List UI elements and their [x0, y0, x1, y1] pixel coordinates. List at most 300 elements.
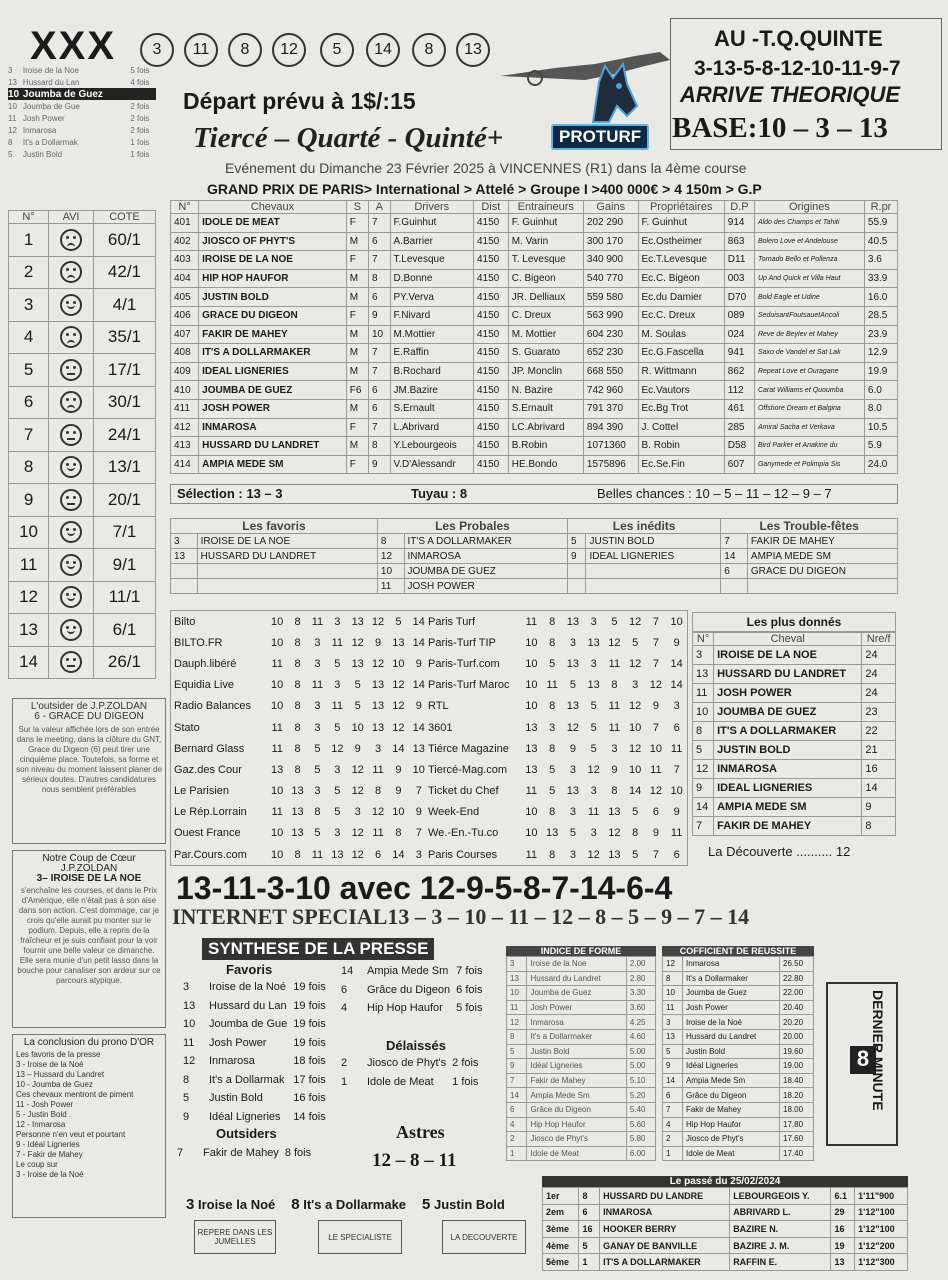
coef-cell: 18.40	[780, 1073, 814, 1088]
coef-cell: 20.40	[780, 1000, 814, 1015]
pick-circle: 8	[412, 33, 446, 67]
conclusion-line: Ces chevaux mentront de piment	[16, 1090, 134, 1099]
runner-cell: JR. Delliaux	[508, 288, 583, 307]
plus-cell: 9	[693, 779, 714, 798]
press-row	[171, 844, 429, 865]
favoris-cell: JOSH POWER	[404, 579, 567, 594]
coef-row	[663, 1015, 814, 1030]
synthese-favoris-row	[180, 1052, 329, 1071]
indice-cell: 13	[507, 971, 527, 986]
indice-cell: Iroise de la Noe	[527, 957, 626, 972]
synthese-favoris-row-cell: 19 fois	[293, 999, 326, 1012]
runner-cell: 862	[724, 362, 754, 381]
coef-cell: 22.00	[780, 986, 814, 1001]
synthese-favoris-row-cell: 3	[183, 981, 190, 994]
runners-header-cell: R.pr	[864, 201, 897, 214]
favoris-table	[170, 518, 898, 594]
press-number: 10	[392, 806, 405, 819]
synthese-favoris-row	[180, 1015, 329, 1034]
coef-cell: Inmarosa	[682, 957, 779, 972]
runner-cell: T.Levesque	[390, 251, 473, 270]
synthese-favoris-row-cell: 8	[183, 1073, 190, 1086]
coef-cell: Hussard du Landret	[682, 1029, 779, 1044]
mouth-shape	[67, 405, 75, 409]
option-button[interactable]: REPERE DANS LES JUMELLES	[194, 1220, 276, 1254]
press-number: 3	[590, 657, 597, 670]
avi-number: 13	[9, 614, 49, 647]
mini-cell: 1 fois	[130, 149, 150, 159]
press-number: 10	[629, 721, 642, 734]
avi-number: 11	[9, 549, 49, 582]
conclusion-title: La conclusion du prono D'OR	[23, 1037, 155, 1048]
runner-cell: Ganymede et Polimpia Sis	[754, 455, 864, 474]
synthese-right-row	[338, 999, 485, 1018]
runners-header-cell: Origines	[754, 201, 864, 214]
mouth-shape	[67, 438, 75, 442]
press-number: 5	[611, 615, 618, 628]
indice-cell: Hip Hop Haufor	[527, 1117, 626, 1132]
passe-cell: 3ème	[543, 1221, 579, 1238]
arrive-theorique: ARRIVE THEORIQUE	[680, 82, 901, 107]
coupcoeur-text: s'enchaîne les courses, et dans le Prix d'Amérique, elle n'était pas à son aise dans son action. C'est dommage, car je crois qu'elle aurait pu monter sur le podium. Depuis, elle a repris de la fraîcheur et je suis confiant pour la voir fournir une belle valeur ce dimanche. Elle sera munie d'un petit lasso dans la bouche pour canaliser son ardeur sur ce parcours atypique.	[17, 886, 161, 985]
coef-cell: 3	[663, 1015, 683, 1030]
synthese-favoris-row-cell: 18 fois	[293, 1055, 326, 1068]
synthese-right-row-cell: 6	[341, 983, 348, 996]
synthese-favoris-row-cell: It's a Dollarmak	[209, 1073, 285, 1086]
press-number: 5	[314, 763, 321, 776]
press-number: 14	[670, 679, 683, 692]
avi-header-cell: N°	[9, 211, 49, 224]
race-title: Tiercé – Quarté - Quinté+	[193, 122, 504, 154]
depart-time: Départ prévu à 1$/:15	[183, 88, 416, 114]
mouth-shape	[67, 305, 75, 309]
press-number: 13	[412, 742, 425, 755]
press-number: 12	[371, 657, 385, 670]
runner-cell: M	[346, 362, 368, 381]
indice-row	[507, 1059, 656, 1074]
press-number: 8	[314, 806, 321, 819]
press-number: 8	[611, 785, 618, 798]
runner-cell: 409	[171, 362, 199, 381]
plus-cell: JOUMBA DE GUEZ	[714, 703, 862, 722]
press-number: 5	[549, 763, 556, 776]
indice-row	[507, 986, 656, 1001]
press-number: 3	[374, 742, 382, 755]
press-number: 5	[549, 785, 556, 798]
indice-row	[507, 1073, 656, 1088]
press-number: 10	[412, 763, 425, 776]
favoris-cell	[721, 579, 748, 594]
runner-cell: 914	[724, 214, 754, 233]
avi-row	[9, 321, 156, 354]
press-source: Gaz.des Cour	[174, 763, 242, 776]
press-number: 5	[395, 615, 402, 628]
press-number: 5	[590, 742, 597, 755]
press-number: 8	[549, 636, 556, 649]
mini-cell: 11	[8, 113, 17, 123]
plus-row	[693, 798, 896, 817]
runner-cell: 652 230	[583, 344, 638, 363]
runner-cell: 411	[171, 399, 199, 418]
passe-cell: INMAROSA	[600, 1204, 730, 1221]
delaisses-row	[338, 1054, 481, 1073]
press-number: 11	[525, 848, 538, 861]
runner-cell: 19.9	[864, 362, 897, 381]
favoris-cell	[568, 579, 586, 594]
runner-row	[171, 362, 898, 381]
press-number: 12	[649, 785, 662, 798]
runner-row	[171, 399, 898, 418]
favoris-cell	[171, 564, 198, 579]
press-number: 3	[590, 615, 597, 628]
synthese-favoris-row-cell: 12	[183, 1055, 196, 1068]
indice-row	[507, 1117, 656, 1132]
runner-cell: Ec.G.Fascella	[638, 344, 724, 363]
runner-cell: 4150	[473, 306, 508, 325]
favoris-cell	[747, 579, 897, 594]
press-number: 11	[650, 763, 662, 776]
runner-row	[171, 344, 898, 363]
coef-cell: 5	[663, 1044, 683, 1059]
mouth-shape	[67, 243, 75, 247]
last-picks	[186, 1196, 521, 1213]
runner-cell: 16.0	[864, 288, 897, 307]
press-source: Paris Courses	[428, 848, 498, 861]
indice-row	[507, 1146, 656, 1161]
coef-row	[663, 1132, 814, 1147]
coef-row	[663, 1088, 814, 1103]
favoris-cell	[197, 564, 377, 579]
press-number: 12	[371, 806, 385, 819]
plus-cell: 13	[693, 665, 714, 684]
avi-cote: 17/1	[93, 354, 155, 387]
passe-cell: 2em	[543, 1204, 579, 1221]
coef-cell: 9	[663, 1059, 683, 1074]
coef-row	[663, 986, 814, 1001]
avi-cell	[49, 646, 94, 679]
press-number: 12	[351, 827, 364, 840]
neutral-face-icon	[60, 489, 82, 511]
avi-cell	[49, 419, 94, 452]
smile-face-icon	[60, 586, 82, 608]
plus-cell: 14	[862, 779, 896, 798]
plus-row	[693, 779, 896, 798]
runner-cell: 285	[724, 418, 754, 437]
plus-cell: 24	[862, 646, 896, 665]
press-number: 13	[525, 742, 538, 755]
passe-cell: BAZIRE N.	[730, 1221, 831, 1238]
press-source: Le Rép.Lorrain	[174, 806, 247, 819]
avi-number: 2	[9, 256, 49, 289]
avi-cell	[49, 354, 94, 387]
press-number: 14	[412, 615, 425, 628]
runner-cell: 407	[171, 325, 199, 344]
press-number: 13	[566, 657, 579, 670]
press-number: 3	[334, 615, 341, 628]
press-number: 10	[525, 636, 538, 649]
decouverte-text: La Découverte .......... 12	[708, 844, 851, 859]
passe-cell: 1er	[543, 1188, 579, 1205]
press-row	[171, 653, 429, 674]
favoris-cell: JUSTIN BOLD	[586, 534, 721, 549]
press-number: 5	[549, 657, 556, 670]
runner-cell: 791 370	[583, 399, 638, 418]
neutral-face-icon	[60, 424, 82, 446]
runner-cell: Amiral Sacha et Verkava	[754, 418, 864, 437]
press-number: 5	[334, 721, 341, 734]
runner-cell: Bird Parker et Anakine du	[754, 437, 864, 456]
outsider-pick: 6 - GRACE DU DIGEON	[34, 711, 144, 722]
indice-cell: 2.00	[626, 957, 655, 972]
plus-row	[693, 741, 896, 760]
runner-cell: 6.0	[864, 381, 897, 400]
au-label: AU -T.Q.QUINTE	[714, 26, 883, 51]
press-number: 12	[392, 700, 405, 713]
avi-cell	[49, 321, 94, 354]
sad-face-icon	[60, 391, 82, 413]
avi-number: 7	[9, 419, 49, 452]
neutral-face-icon	[60, 359, 82, 381]
press-number: 13	[566, 615, 579, 628]
indice-cell: 10	[507, 986, 527, 1001]
plus-cell: 11	[693, 684, 714, 703]
press-row	[425, 823, 687, 844]
mouth-shape	[67, 630, 75, 634]
indice-cell: Jiosco de Phyt's	[527, 1132, 626, 1147]
synthese-favoris	[180, 978, 329, 1126]
mini-cell: 2 fois	[130, 113, 150, 123]
runner-cell: M	[346, 232, 368, 251]
avi-cell	[49, 224, 94, 257]
delaisses-row-cell: 1	[341, 1075, 348, 1088]
derniere-num: 8	[850, 1046, 876, 1074]
runner-cell: 3.6	[864, 251, 897, 270]
last-pick	[291, 1197, 406, 1212]
coupcoeur-title: Notre Coup de Cœur J.P.ZOLDAN	[42, 853, 136, 874]
press-number: 10	[525, 700, 538, 713]
passe-cell: 1'11"900	[855, 1188, 908, 1205]
favoris-cell: GRACE DU DIGEON	[747, 564, 897, 579]
press-number: 13	[371, 721, 385, 734]
press-number: 13	[291, 806, 304, 819]
press-number: 13	[587, 636, 600, 649]
coef-cell: Grâce du Digeon	[682, 1088, 779, 1103]
synthese-favoris-row-cell: 5	[183, 1092, 190, 1105]
synthese-favoris-row-cell: Iroise de la Noé	[209, 981, 287, 994]
runner-cell: JOUMBA DE GUEZ	[199, 381, 347, 400]
avi-cell	[49, 516, 94, 549]
avi-cell	[49, 451, 94, 484]
runner-cell: F. Guinhut	[508, 214, 583, 233]
press-number: 11	[372, 763, 384, 776]
press-source: Tiérce Magazine	[428, 742, 509, 755]
indice-forme-title: INDICE DE FORME	[506, 946, 656, 956]
proturf-logo: PROTURF	[551, 124, 649, 150]
favoris-cell: IROISE DE LA NOE	[197, 534, 377, 549]
base-label: BASE:10 – 3 – 13	[672, 112, 888, 144]
press-row	[425, 632, 687, 653]
press-number: 11	[271, 721, 283, 734]
runner-cell: Y.Lebourgeois	[390, 437, 473, 456]
synthese-favoris-row-cell: 19 fois	[293, 981, 326, 994]
runner-cell: 024	[724, 325, 754, 344]
press-number: 10	[271, 636, 284, 649]
synthese-favoris-row-cell: Inmarosa	[209, 1055, 255, 1068]
internet-special: INTERNET SPECIAL13 – 3 – 10 – 11 – 12 – 8 – 5 – 9 – 7 – 14	[172, 904, 750, 929]
press-number: 9	[415, 806, 422, 819]
runner-cell: 4150	[473, 381, 508, 400]
press-number: 11	[271, 806, 283, 819]
mini-row	[8, 136, 156, 148]
avi-cote: 42/1	[93, 256, 155, 289]
runner-cell: F	[346, 455, 368, 474]
indice-cell: Ampia Mede Sm	[527, 1088, 626, 1103]
option-button[interactable]: LA DECOUVERTE	[442, 1220, 526, 1254]
press-number: 3	[314, 700, 321, 713]
passe-cell: HUSSARD DU LANDRE	[600, 1188, 730, 1205]
conclusion-line: 3 - Iroise de la Noé	[16, 1170, 84, 1179]
runner-cell: 6	[368, 399, 390, 418]
press-number: 8	[294, 657, 301, 670]
press-number: 7	[652, 615, 659, 628]
indice-cell: 5.20	[626, 1088, 655, 1103]
runner-cell: B.Rochard	[390, 362, 473, 381]
press-number: 6	[374, 848, 382, 861]
coef-cell: Idéal Ligneries	[682, 1059, 779, 1074]
runner-cell: 40.5	[864, 232, 897, 251]
favoris-cell: 13	[171, 549, 198, 564]
press-number: 11	[271, 742, 283, 755]
coef-cell: 4	[663, 1117, 683, 1132]
passe-cell: RAFFIN E.	[730, 1254, 831, 1271]
avi-row	[9, 549, 156, 582]
press-number: 13	[525, 721, 538, 734]
press-row	[425, 717, 687, 738]
runner-cell: 7	[368, 214, 390, 233]
astres-numbers: 12 – 8 – 11	[372, 1150, 457, 1171]
indice-cell: Inmarosa	[527, 1015, 626, 1030]
plus-cell: 21	[862, 741, 896, 760]
runner-cell: 404	[171, 269, 199, 288]
avi-cell	[49, 289, 94, 322]
press-number: 10	[670, 615, 683, 628]
runner-cell: 340 900	[583, 251, 638, 270]
press-number: 5	[334, 806, 341, 819]
passe-row	[543, 1204, 908, 1221]
press-number: 12	[608, 827, 621, 840]
press-number: 10	[271, 785, 284, 798]
synthese-favoris-row-cell: Idéal Ligneries	[209, 1110, 281, 1123]
indice-cell: 12	[507, 1015, 527, 1030]
indice-row	[507, 1088, 656, 1103]
runners-header-cell: D.P	[724, 201, 754, 214]
press-row	[171, 759, 429, 780]
coef-row	[663, 1117, 814, 1132]
synthese-favoris-row-cell: Josh Power	[209, 1036, 267, 1049]
coef-cell: 11	[663, 1000, 683, 1015]
runner-cell: 4150	[473, 399, 508, 418]
coef-cell: 17.40	[780, 1146, 814, 1161]
mini-cell: Joumba de Guez	[22, 88, 103, 100]
press-number: 7	[652, 657, 659, 670]
indice-row	[507, 1102, 656, 1117]
delaisses-table	[338, 1054, 481, 1091]
press-number: 13	[291, 827, 304, 840]
event-line: Evénement du Dimanche 23 Février 2025 à VINCENNES (R1) dans la 4ème course	[225, 160, 747, 176]
runners-header-cell: Chevaux	[199, 201, 347, 214]
mini-row	[8, 124, 156, 136]
avi-table	[8, 210, 156, 679]
option-button[interactable]: LE SPECIALISTE	[318, 1220, 402, 1254]
coef-cell: Josh Power	[682, 1000, 779, 1015]
derniere-minute-box	[826, 982, 898, 1146]
runner-cell: 4150	[473, 288, 508, 307]
press-number: 9	[374, 636, 382, 649]
delaisses-row-cell: 2 fois	[452, 1057, 479, 1070]
plus-row	[693, 684, 896, 703]
mini-row	[8, 76, 156, 88]
avi-cell	[49, 581, 94, 614]
synthese-right-row-cell: Ampia Mede Sm	[367, 965, 449, 978]
runner-cell: Ec.T.Levesque	[638, 251, 724, 270]
press-number: 12	[629, 615, 642, 628]
coef-row	[663, 1059, 814, 1074]
passe-cell: 6	[579, 1204, 600, 1221]
favoris-cell	[586, 564, 721, 579]
press-number: 3	[334, 679, 341, 692]
favoris-row	[171, 549, 898, 564]
runner-cell: 405	[171, 288, 199, 307]
runner-cell: 7	[368, 251, 390, 270]
tuyau-text: Tuyau : 8	[411, 486, 468, 501]
runner-cell: M	[346, 325, 368, 344]
mini-row	[8, 148, 156, 160]
passe-cell: 1'12"200	[855, 1237, 908, 1254]
favoris-cell: 14	[721, 549, 748, 564]
press-number: 3	[569, 848, 576, 861]
conclusion-line: 5 - Justin Bold .	[16, 1110, 72, 1119]
runner-cell: Ec.C. Dreux	[638, 306, 724, 325]
press-number: 5	[569, 679, 576, 692]
press-source: Radio Balances	[174, 700, 252, 713]
press-number: 11	[525, 615, 538, 628]
runner-cell: T. Levesque	[508, 251, 583, 270]
coef-cell: 19.60	[780, 1044, 814, 1059]
conclusion-line: Le coup sur	[16, 1160, 58, 1169]
press-number: 13	[291, 785, 304, 798]
avi-row	[9, 581, 156, 614]
mouth-shape	[67, 532, 75, 536]
plus-row	[693, 646, 896, 665]
last-pick-name: It's a Dollarmake	[299, 1197, 407, 1212]
synthese-right-row-cell: 6 fois	[456, 983, 483, 996]
runner-cell: PY.Verva	[390, 288, 473, 307]
indice-cell: 6	[507, 1102, 527, 1117]
passe-cell: 8	[579, 1188, 600, 1205]
coef-cell: 14	[663, 1073, 683, 1088]
press-row	[171, 802, 429, 823]
runner-cell: F. Guinhut	[638, 214, 724, 233]
press-number: 5	[590, 721, 597, 734]
runner-cell: 6	[368, 288, 390, 307]
synthese-favoris-row-cell: Joumba de Gue	[209, 1018, 288, 1031]
press-number: 13	[546, 827, 559, 840]
runner-row	[171, 214, 898, 233]
runner-cell: 202 290	[583, 214, 638, 233]
press-number: 12	[566, 721, 579, 734]
runner-cell: Tornado Bello et Pollenza	[754, 251, 864, 270]
press-number: 11	[271, 657, 283, 670]
